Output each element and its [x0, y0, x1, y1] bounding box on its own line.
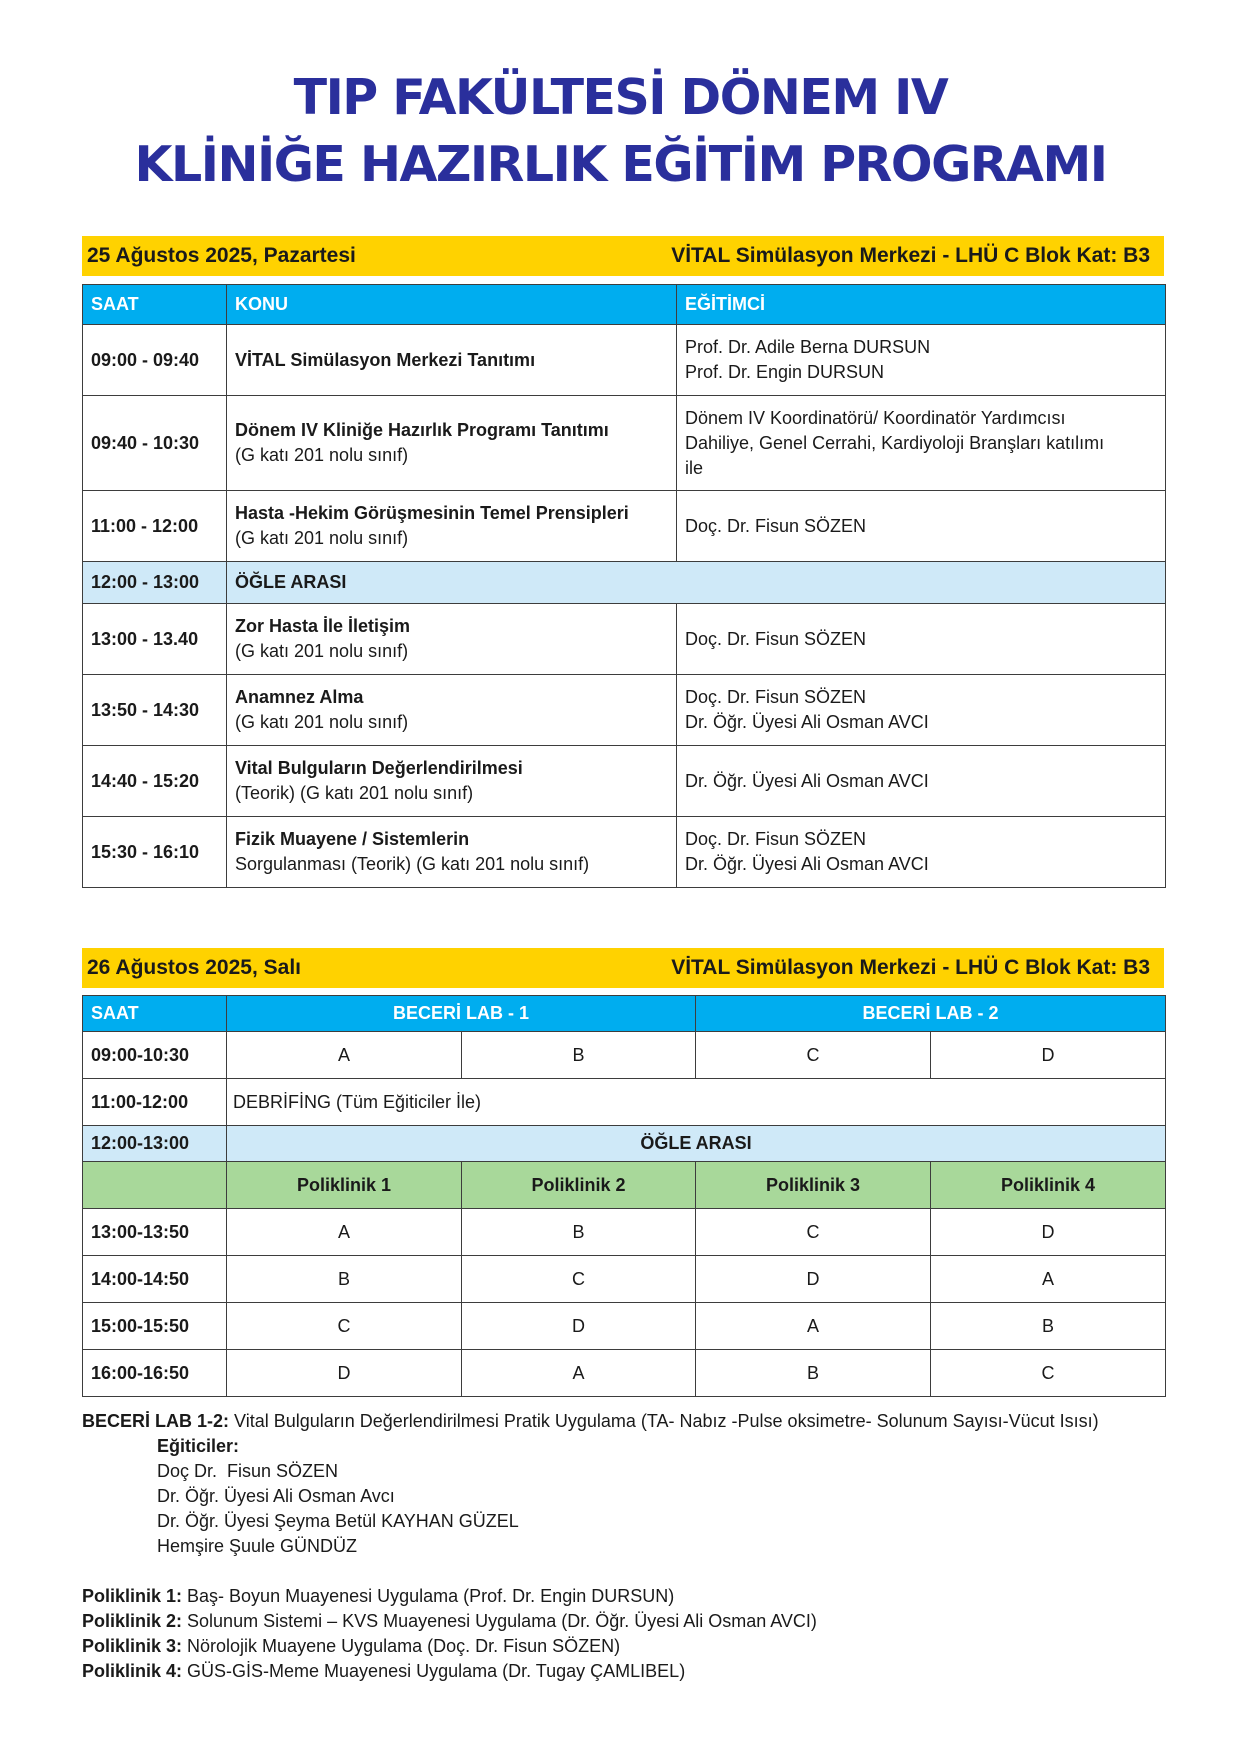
row-instructor	[677, 746, 1166, 817]
table-row	[83, 1303, 1166, 1350]
poliklinik-note-text: GÜS-GİS-Meme Muayenesi Uygulama (Dr. Tugay ÇAMLIBEL)	[182, 1661, 686, 1681]
table-row	[83, 675, 1166, 746]
day1-location: VİTAL Simülasyon Merkezi - LHÜ C Blok Kat: B3	[671, 244, 1150, 267]
header-time: SAAT	[83, 285, 227, 325]
poliklinik-note	[82, 1609, 1182, 1634]
row-time: 14:00-14:50	[83, 1256, 227, 1303]
day2-banner	[82, 948, 1164, 988]
lunch-row	[83, 1126, 1166, 1162]
row-instructor	[677, 817, 1166, 888]
row-topic	[227, 396, 677, 491]
poliklinik-header: Poliklinik 2	[462, 1162, 696, 1209]
trainer-name: Dr. Öğr. Üyesi Şeyma Betül KAYHAN GÜZEL	[157, 1511, 519, 1531]
row-instructor	[677, 396, 1166, 491]
group-cell: D	[931, 1032, 1166, 1079]
table-header-row	[83, 996, 1166, 1032]
empty-cell	[83, 1162, 227, 1209]
group-cell: A	[931, 1256, 1166, 1303]
header-time: SAAT	[83, 996, 227, 1032]
table-row	[83, 396, 1166, 491]
poliklinik-note-label: Poliklinik 1:	[82, 1586, 183, 1606]
instructor-name: ile	[685, 457, 704, 478]
row-instructor	[677, 325, 1166, 396]
lunch-time: 12:00-13:00	[83, 1126, 227, 1162]
topic-location: (G katı 201 nolu sınıf)	[235, 445, 409, 465]
group-cell: B	[227, 1256, 462, 1303]
row-time: 11:00 - 12:00	[83, 491, 227, 562]
poliklinik-header: Poliklinik 4	[931, 1162, 1166, 1209]
trainer-name: Doç Dr. Fisun SÖZEN	[157, 1461, 339, 1481]
group-cell: B	[931, 1303, 1166, 1350]
header-lab2: BECERİ LAB - 2	[696, 996, 1166, 1032]
lab-note-label: BECERİ LAB 1-2:	[82, 1411, 230, 1431]
table-row	[83, 1256, 1166, 1303]
poliklinik-note-text: Baş- Boyun Muayenesi Uygulama (Prof. Dr. Engin DURSUN)	[182, 1586, 675, 1606]
poliklinik-note-label: Poliklinik 3:	[82, 1636, 183, 1656]
row-time: 13:00 - 13.40	[83, 604, 227, 675]
group-cell: D	[462, 1303, 696, 1350]
row-topic	[227, 604, 677, 675]
topic-location: (G katı 201 nolu sınıf)	[235, 528, 409, 548]
topic-title: Vital Bulguların Değerlendirilmesi	[235, 758, 523, 778]
group-cell: C	[696, 1209, 931, 1256]
group-cell: C	[931, 1350, 1166, 1397]
trainer-name: Hemşire Şuule GÜNDÜZ	[157, 1536, 358, 1556]
poliklinik-note-label: Poliklinik 2:	[82, 1611, 183, 1631]
trainers-label: Eğiticiler:	[157, 1436, 240, 1456]
row-topic	[227, 817, 677, 888]
topic-location: (G katı 201 nolu sınıf)	[235, 712, 409, 732]
header-instructor: EĞİTİMCİ	[677, 285, 1166, 325]
instructor-name: Dr. Öğr. Üyesi Ali Osman AVCI	[685, 712, 929, 732]
topic-location: (Teorik) (G katı 201 nolu sınıf)	[235, 783, 474, 803]
group-cell: B	[462, 1032, 696, 1079]
day2-location: VİTAL Simülasyon Merkezi - LHÜ C Blok Kat: B3	[671, 956, 1150, 979]
header-lab1: BECERİ LAB - 1	[227, 996, 696, 1032]
group-cell: A	[696, 1303, 931, 1350]
table-row	[83, 491, 1166, 562]
row-instructor	[677, 675, 1166, 746]
poliklinik-header: Poliklinik 1	[227, 1162, 462, 1209]
group-cell: A	[227, 1209, 462, 1256]
day1-date: 25 Ağustos 2025, Pazartesi	[87, 244, 356, 267]
group-cell: A	[462, 1350, 696, 1397]
group-cell: C	[462, 1256, 696, 1303]
group-cell: D	[227, 1350, 462, 1397]
row-time: 11:00-12:00	[83, 1079, 227, 1126]
table-row	[83, 746, 1166, 817]
group-cell: A	[227, 1032, 462, 1079]
lunch-label: ÖĞLE ARASI	[227, 1126, 1166, 1162]
poliklinik-header-row	[83, 1162, 1166, 1209]
group-cell: B	[696, 1350, 931, 1397]
lab-note	[82, 1409, 1182, 1434]
instructor-name: Prof. Dr. Engin DURSUN	[685, 362, 885, 382]
row-time: 13:50 - 14:30	[83, 675, 227, 746]
group-cell: D	[696, 1256, 931, 1303]
poliklinik-note-label: Poliklinik 4:	[82, 1661, 183, 1681]
group-cell: B	[462, 1209, 696, 1256]
topic-location: Sorgulanması (Teorik) (G katı 201 nolu sınıf)	[235, 854, 590, 874]
notes-section	[82, 1409, 1182, 1684]
topic-title: VİTAL Simülasyon Merkezi Tanıtımı	[235, 349, 536, 370]
table-row	[83, 325, 1166, 396]
poliklinik-note	[82, 1584, 1182, 1609]
row-topic	[227, 675, 677, 746]
trainers-block	[82, 1434, 1182, 1559]
table-row	[83, 1209, 1166, 1256]
instructor-name: Dahiliye, Genel Cerrahi, Kardiyoloji Branşları katılımı	[685, 432, 1105, 453]
poliklinik-note-text: Nörolojik Muayene Uygulama (Doç. Dr. Fisun SÖZEN)	[182, 1636, 621, 1656]
topic-title: Zor Hasta İle İletişim	[235, 616, 411, 636]
debriefing-row	[83, 1079, 1166, 1126]
topic-title: Dönem IV Kliniğe Hazırlık Programı Tanıtımı	[235, 420, 609, 440]
row-topic	[227, 746, 677, 817]
row-time: 14:40 - 15:20	[83, 746, 227, 817]
poliklinik-note	[82, 1659, 1182, 1684]
day2-schedule-table	[82, 995, 1166, 1397]
row-time: 09:40 - 10:30	[83, 396, 227, 491]
row-time: 16:00-16:50	[83, 1350, 227, 1397]
header-topic: KONU	[227, 285, 677, 325]
group-cell: C	[227, 1303, 462, 1350]
lunch-row	[83, 562, 1166, 604]
row-time: 15:00-15:50	[83, 1303, 227, 1350]
day1-banner	[82, 236, 1164, 276]
day1-schedule-table	[82, 284, 1166, 888]
topic-title: Anamnez Alma	[235, 687, 364, 707]
lab-row	[83, 1032, 1166, 1079]
poliklinik-header: Poliklinik 3	[696, 1162, 931, 1209]
table-row	[83, 817, 1166, 888]
row-time: 13:00-13:50	[83, 1209, 227, 1256]
row-time: 15:30 - 16:10	[83, 817, 227, 888]
row-instructor	[677, 604, 1166, 675]
trainer-name: Dr. Öğr. Üyesi Ali Osman Avcı	[157, 1486, 395, 1506]
row-time: 09:00 - 09:40	[83, 325, 227, 396]
instructor-name: Prof. Dr. Adile Berna DURSUN	[685, 337, 931, 357]
table-header-row	[83, 285, 1166, 325]
topic-location: (G katı 201 nolu sınıf)	[235, 641, 409, 661]
group-cell: C	[696, 1032, 931, 1079]
page-title-line1: TIP FAKÜLTESİ DÖNEM IV	[293, 69, 948, 126]
instructor-name: Dr. Öğr. Üyesi Ali Osman AVCI	[685, 854, 929, 874]
topic-title: Hasta -Hekim Görüşmesinin Temel Prensipleri	[235, 503, 629, 523]
table-row	[83, 604, 1166, 675]
instructor-name: Doç. Dr. Fisun SÖZEN	[685, 515, 867, 536]
lunch-time: 12:00 - 13:00	[83, 562, 227, 604]
poliklinik-note-text: Solunum Sistemi – KVS Muayenesi Uygulama (Dr. Öğr. Üyesi Ali Osman AVCI)	[182, 1611, 817, 1631]
row-instructor	[677, 491, 1166, 562]
row-topic	[227, 491, 677, 562]
row-time: 09:00-10:30	[83, 1032, 227, 1079]
instructor-name: Dr. Öğr. Üyesi Ali Osman AVCI	[685, 770, 929, 791]
instructor-name: Doç. Dr. Fisun SÖZEN	[685, 687, 867, 707]
instructor-name: Doç. Dr. Fisun SÖZEN	[685, 628, 867, 649]
day2-date: 26 Ağustos 2025, Salı	[87, 956, 301, 979]
page-title-line2: KLİNİĞE HAZIRLIK EĞİTİM PROGRAMI	[134, 136, 1107, 193]
lab-note-text: Vital Bulguların Değerlendirilmesi Pratik Uygulama (TA- Nabız -Pulse oksimetre- Solunum Sayısı-Vücut Isısı)	[229, 1411, 1099, 1431]
table-row	[83, 1350, 1166, 1397]
topic-title: Fizik Muayene / Sistemlerin	[235, 829, 470, 849]
instructor-name: Dönem IV Koordinatörü/ Koordinatör Yardımcısı	[685, 407, 1066, 428]
instructor-name: Doç. Dr. Fisun SÖZEN	[685, 829, 867, 849]
poliklinik-note	[82, 1634, 1182, 1659]
debriefing-label: DEBRİFİNG (Tüm Eğiticiler İle)	[227, 1079, 1166, 1126]
row-topic	[227, 325, 677, 396]
page-title	[0, 64, 1241, 198]
group-cell: D	[931, 1209, 1166, 1256]
lunch-label: ÖĞLE ARASI	[227, 562, 1166, 604]
